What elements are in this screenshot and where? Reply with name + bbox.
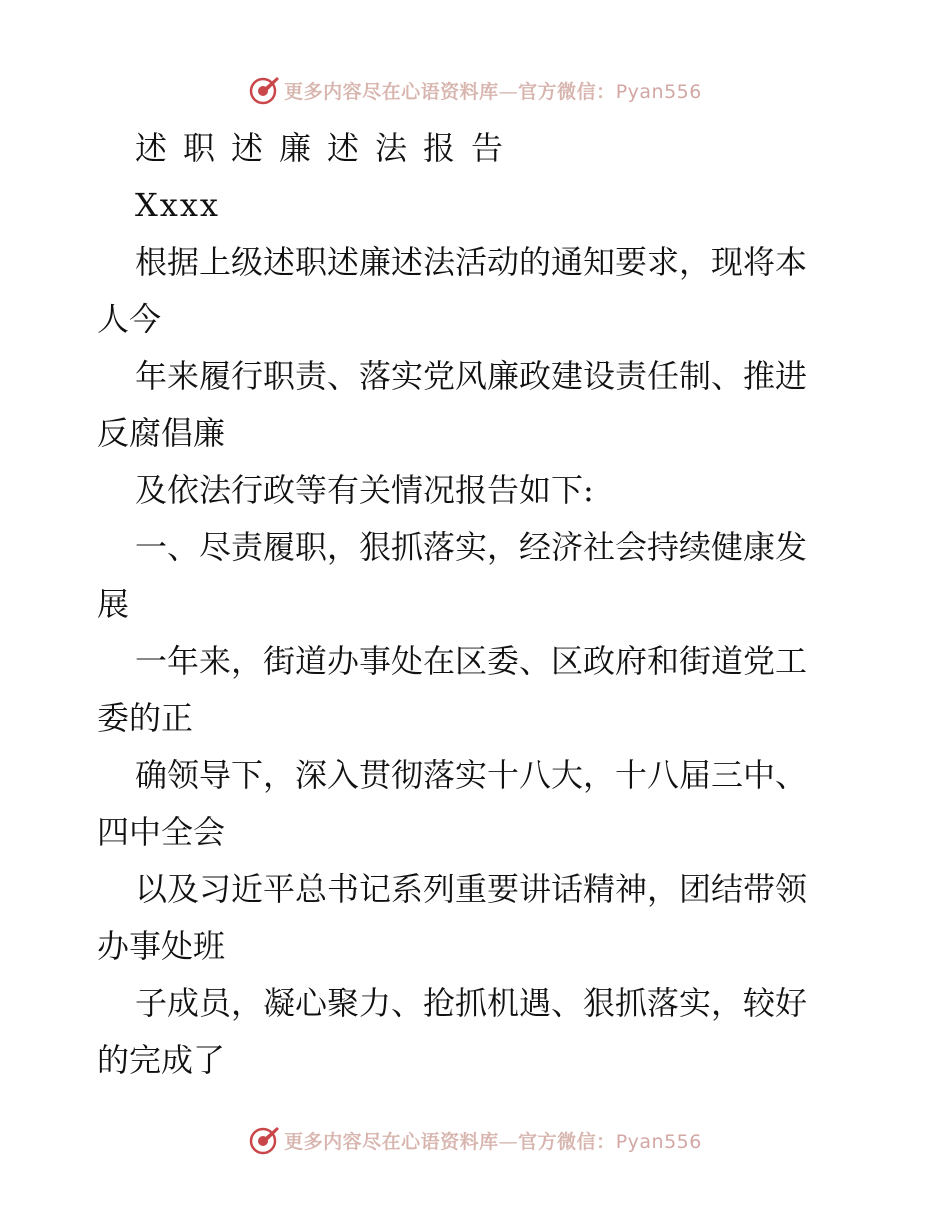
- official-label: 官方微信：: [518, 1130, 616, 1153]
- text-line: 年来履行职责、落实党风廉政建设责任制、推进: [135, 357, 808, 395]
- watermark-text: [284, 77, 702, 104]
- wechat-id: Pyan556: [615, 1130, 702, 1153]
- dash: —: [498, 80, 519, 103]
- document-author: Xxxx: [135, 186, 220, 224]
- text-line: 委的正: [97, 699, 194, 737]
- official-label: 官方微信：: [518, 80, 616, 103]
- text-line: 一、尽责履职，狠抓落实，经济社会持续健康发: [135, 528, 808, 566]
- dash: —: [498, 1130, 519, 1153]
- brand-text: 更多内容尽在心语资料库: [284, 1130, 499, 1153]
- wechat-id: Pyan556: [615, 80, 702, 103]
- text-line: 以及习近平总书记系列重要讲话精神，团结带领: [135, 870, 808, 908]
- text-line: 展: [97, 585, 130, 623]
- document-body: [97, 120, 857, 1089]
- text-line: 确领导下，深入贯彻落实十八大，十八届三中、: [135, 756, 808, 794]
- watermark-text: [284, 1127, 702, 1154]
- text-line: 子成员，凝心聚力、抢抓机遇、狠抓落实，较好: [135, 984, 808, 1022]
- brand-text: 更多内容尽在心语资料库: [284, 80, 499, 103]
- header-watermark-banner: [0, 70, 950, 110]
- footer-watermark-banner: [0, 1120, 950, 1160]
- text-line: 一年来，街道办事处在区委、区政府和街道党工: [135, 642, 808, 680]
- text-line: 办事处班: [97, 927, 226, 965]
- pen-logo-icon: [248, 74, 280, 106]
- text-line: 人今: [97, 300, 162, 338]
- paragraph-lines: [97, 234, 857, 1089]
- text-line: 及依法行政等有关情况报告如下:: [135, 471, 594, 509]
- text-line: 根据上级述职述廉述法活动的通知要求，现将本: [135, 243, 808, 281]
- pen-logo-icon: [248, 1124, 280, 1156]
- text-line: 反腐倡廉: [97, 414, 226, 452]
- text-line: 四中全会: [97, 813, 226, 851]
- text-line: 的完成了: [97, 1041, 226, 1079]
- document-title: 述职述廉述法报告: [135, 129, 520, 167]
